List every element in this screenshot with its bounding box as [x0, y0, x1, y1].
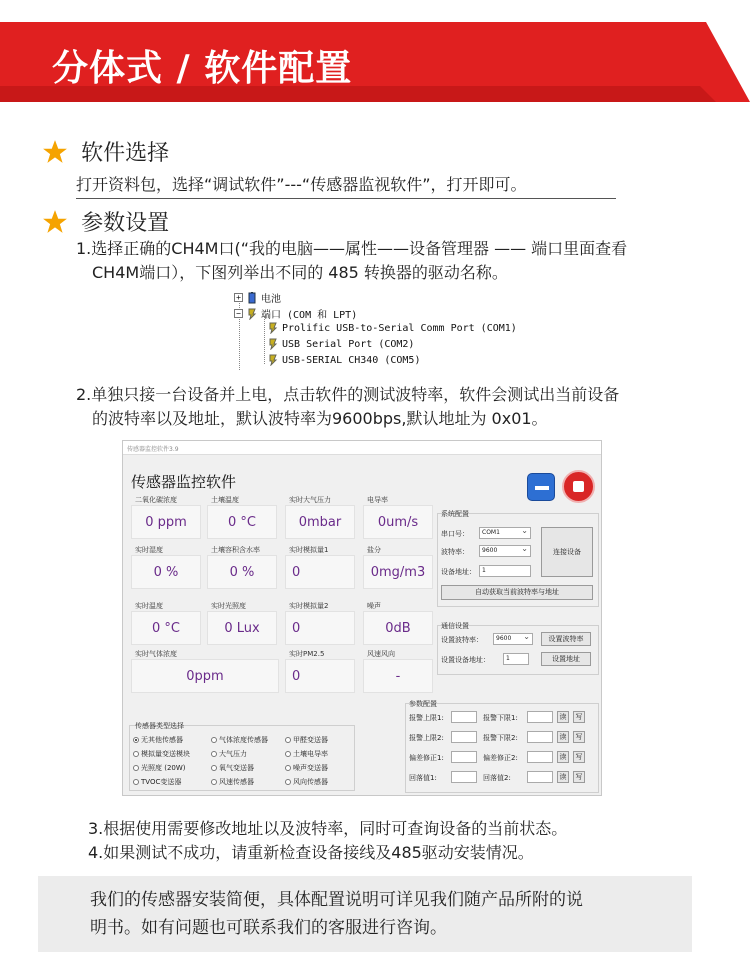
usb-serial-icon [268, 322, 278, 334]
tree-label-port-3: USB-SERIAL CH340 (COM5) [282, 354, 421, 366]
comm-config-title: 通信设置 [441, 622, 469, 630]
tree-label-battery: 电池 [261, 294, 281, 305]
expand-icon[interactable]: + [234, 293, 243, 302]
connect-device-button[interactable]: 连接设备 [541, 527, 593, 577]
sensor-salinity: 盐分 0mg/m3 [363, 545, 433, 591]
tree-row-battery[interactable] [234, 290, 281, 305]
app-title: 传感器监控软件 [131, 473, 237, 491]
sensor-wind: 风速风向 - [363, 649, 433, 695]
param-config-title: 参数配置 [409, 700, 437, 708]
sensor-analog-2: 实时模拟量2 0 [285, 601, 355, 647]
tree-row-port-1[interactable] [268, 322, 517, 334]
set-baud-label: 设置波特率： [441, 636, 483, 644]
device-manager-tree [230, 288, 550, 374]
usb-serial-icon [268, 338, 278, 350]
fallback-1-input[interactable] [451, 771, 477, 783]
sensor-value: 0 Lux [207, 611, 277, 645]
note-line-1: 我们的传感器安装简便，具体配置说明可详见我们随产品所附的说 [90, 890, 583, 910]
radio-option[interactable]: 氧气变送器 [211, 763, 254, 773]
sensor-conductivity: 电导率 0um/s [363, 495, 433, 541]
header-banner [0, 22, 750, 102]
tree-row-port-2[interactable] [268, 338, 414, 350]
section-title: 参数设置 [81, 211, 170, 236]
sensor-illuminance: 实时光照度 0 Lux [207, 601, 277, 647]
section-title: 软件选择 [81, 141, 170, 166]
radio-option[interactable]: 大气压力 [211, 749, 247, 759]
sensor-value: 0mbar [285, 505, 355, 539]
write-button[interactable]: 写 [573, 731, 585, 743]
sensor-value: 0um/s [363, 505, 433, 539]
read-button[interactable]: 读 [557, 771, 569, 783]
offset-2-input[interactable] [527, 751, 553, 763]
read-button[interactable]: 读 [557, 731, 569, 743]
usb-serial-icon [268, 354, 278, 366]
note-text [90, 886, 670, 942]
alarm-low-2-input[interactable] [527, 731, 553, 743]
baud-label: 波特率： [441, 548, 469, 556]
sensor-value: 0 % [207, 555, 277, 589]
note-line-2: 明书。如有问题也可联系我们的客服进行咨询。 [90, 918, 447, 938]
section-software-select [42, 136, 169, 167]
sensor-pm25: 实时PM2.5 0 [285, 649, 355, 695]
divider [76, 198, 616, 199]
sensor-value: 0 % [131, 555, 201, 589]
write-button[interactable]: 写 [573, 711, 585, 723]
sensor-humidity: 实时湿度 0 % [131, 545, 201, 591]
set-address-button[interactable]: 设置地址 [541, 652, 591, 666]
sensor-noise: 噪声 0dB [363, 601, 433, 647]
radio-option[interactable]: 风速传感器 [211, 777, 254, 787]
alarm-high-1-label: 报警上限1: [409, 714, 444, 722]
collapse-icon[interactable]: − [234, 309, 243, 318]
set-addr-label: 设置设备地址： [441, 656, 490, 664]
port-select[interactable]: COM1 ⌄ [479, 527, 531, 539]
offset-2-label: 偏差修正2: [483, 754, 518, 762]
sensor-pressure: 实时大气压力 0mbar [285, 495, 355, 541]
alarm-high-1-input[interactable] [451, 711, 477, 723]
step4-text: 4.如果测试不成功，请重新检查设备接线及485驱动安装情况。 [88, 843, 534, 862]
sensor-soil-temp: 土壤温度 0 °C [207, 495, 277, 541]
radio-option[interactable]: 模拟量变送模块 [133, 749, 190, 759]
radio-option[interactable]: 土壤电导率 [285, 749, 328, 759]
set-baud-select[interactable]: 9600 ⌄ [493, 633, 533, 645]
sensor-analog-1: 实时模拟量1 0 [285, 545, 355, 591]
radio-option[interactable]: 光照度 (20W) [133, 763, 186, 773]
sensor-soil-moisture: 土壤容积含水率 0 % [207, 545, 277, 591]
star-icon [42, 139, 68, 165]
step2-line1: 2.单独只接一台设备并上电，点击软件的测试波特率，软件会测试出当前设备 [76, 385, 620, 404]
radio-option[interactable]: 无其他传感器 [133, 735, 183, 745]
sensor-value: 0 [285, 659, 355, 693]
minimize-button[interactable] [527, 473, 555, 501]
sensor-value: 0ppm [131, 659, 279, 693]
radio-option[interactable]: 风向传感器 [285, 777, 328, 787]
set-baud-button[interactable]: 设置波特率 [541, 632, 591, 646]
radio-option[interactable]: 气体浓度传感器 [211, 735, 268, 745]
radio-option[interactable]: 甲醛变送器 [285, 735, 328, 745]
star-icon [42, 209, 68, 235]
fallback-1-label: 回落值1: [409, 774, 437, 782]
sensor-value: - [363, 659, 433, 693]
radio-option[interactable]: 噪声变送器 [285, 763, 328, 773]
alarm-low-1-label: 报警下限1: [483, 714, 518, 722]
step1-line1: 1.选择正确的CH4M口(“我的电脑——属性——设备管理器 —— 端口里面查看 [76, 239, 628, 258]
port-icon [247, 308, 257, 320]
sensor-value: 0 ppm [131, 505, 201, 539]
alarm-high-2-label: 报警上限2: [409, 734, 444, 742]
auto-detect-button[interactable]: 自动获取当前波特率与地址 [441, 585, 593, 600]
read-button[interactable]: 读 [557, 711, 569, 723]
section-param-settings [42, 206, 169, 237]
step1-line2: CH4M端口），下图列举出不同的 485 转换器的驱动名称。 [92, 263, 508, 282]
fallback-2-input[interactable] [527, 771, 553, 783]
sensor-value: 0dB [363, 611, 433, 645]
sensor-value: 0 °C [207, 505, 277, 539]
system-config-title: 系统配置 [441, 510, 469, 518]
page-title: 分体式 / 软件配置 [52, 48, 353, 89]
offset-1-input[interactable] [451, 751, 477, 763]
sensor-temperature: 实时温度 0 °C [131, 601, 201, 647]
write-button[interactable]: 写 [573, 771, 585, 783]
port-label: 串口号： [441, 530, 469, 538]
sensor-value: 0 [285, 611, 355, 645]
alarm-low-1-input[interactable] [527, 711, 553, 723]
tree-label-ports: 端口 (COM 和 LPT) [261, 310, 358, 321]
baud-select[interactable]: 9600 ⌄ [479, 545, 531, 557]
sensor-value: 0 °C [131, 611, 201, 645]
tree-label-port-2: USB Serial Port (COM2) [282, 338, 415, 350]
sensor-co2: 二氧化碳浓度 0 ppm [131, 495, 201, 541]
offset-1-label: 偏差修正1: [409, 754, 444, 762]
window-titlebar: 传感器监控软件3.9 [123, 441, 601, 455]
sensor-gas: 实时气体浓度 0ppm [131, 649, 279, 695]
sensor-value: 0 [285, 555, 355, 589]
radio-option[interactable]: TVOC变送器 [133, 777, 181, 787]
close-button[interactable] [562, 470, 595, 503]
software-select-text: 打开资料包，选择“调试软件”---“传感器监视软件”，打开即可。 [76, 175, 527, 194]
sensor-type-title: 传感器类型选择 [135, 722, 184, 730]
battery-icon [247, 292, 257, 304]
sensor-monitor-window [122, 440, 602, 796]
tree-row-port-3[interactable] [268, 354, 420, 366]
addr-label: 设备地址： [441, 568, 476, 576]
alarm-low-2-label: 报警下限2: [483, 734, 518, 742]
set-addr-spinner[interactable]: 1 [503, 653, 529, 665]
step2-line2: 的波特率以及地址，默认波特率为9600bps,默认地址为 0x01。 [92, 409, 548, 428]
tree-row-ports[interactable] [234, 306, 357, 321]
address-spinner[interactable]: 1 [479, 565, 531, 577]
read-button[interactable]: 读 [557, 751, 569, 763]
tree-label-port-1: Prolific USB-to-Serial Comm Port (COM1) [282, 322, 517, 334]
sensor-value: 0mg/m3 [363, 555, 433, 589]
step3-text: 3.根据使用需要修改地址以及波特率，同时可查询设备的当前状态。 [88, 819, 568, 838]
fallback-2-label: 回落值2: [483, 774, 511, 782]
write-button[interactable]: 写 [573, 751, 585, 763]
note-box [38, 876, 692, 952]
alarm-high-2-input[interactable] [451, 731, 477, 743]
